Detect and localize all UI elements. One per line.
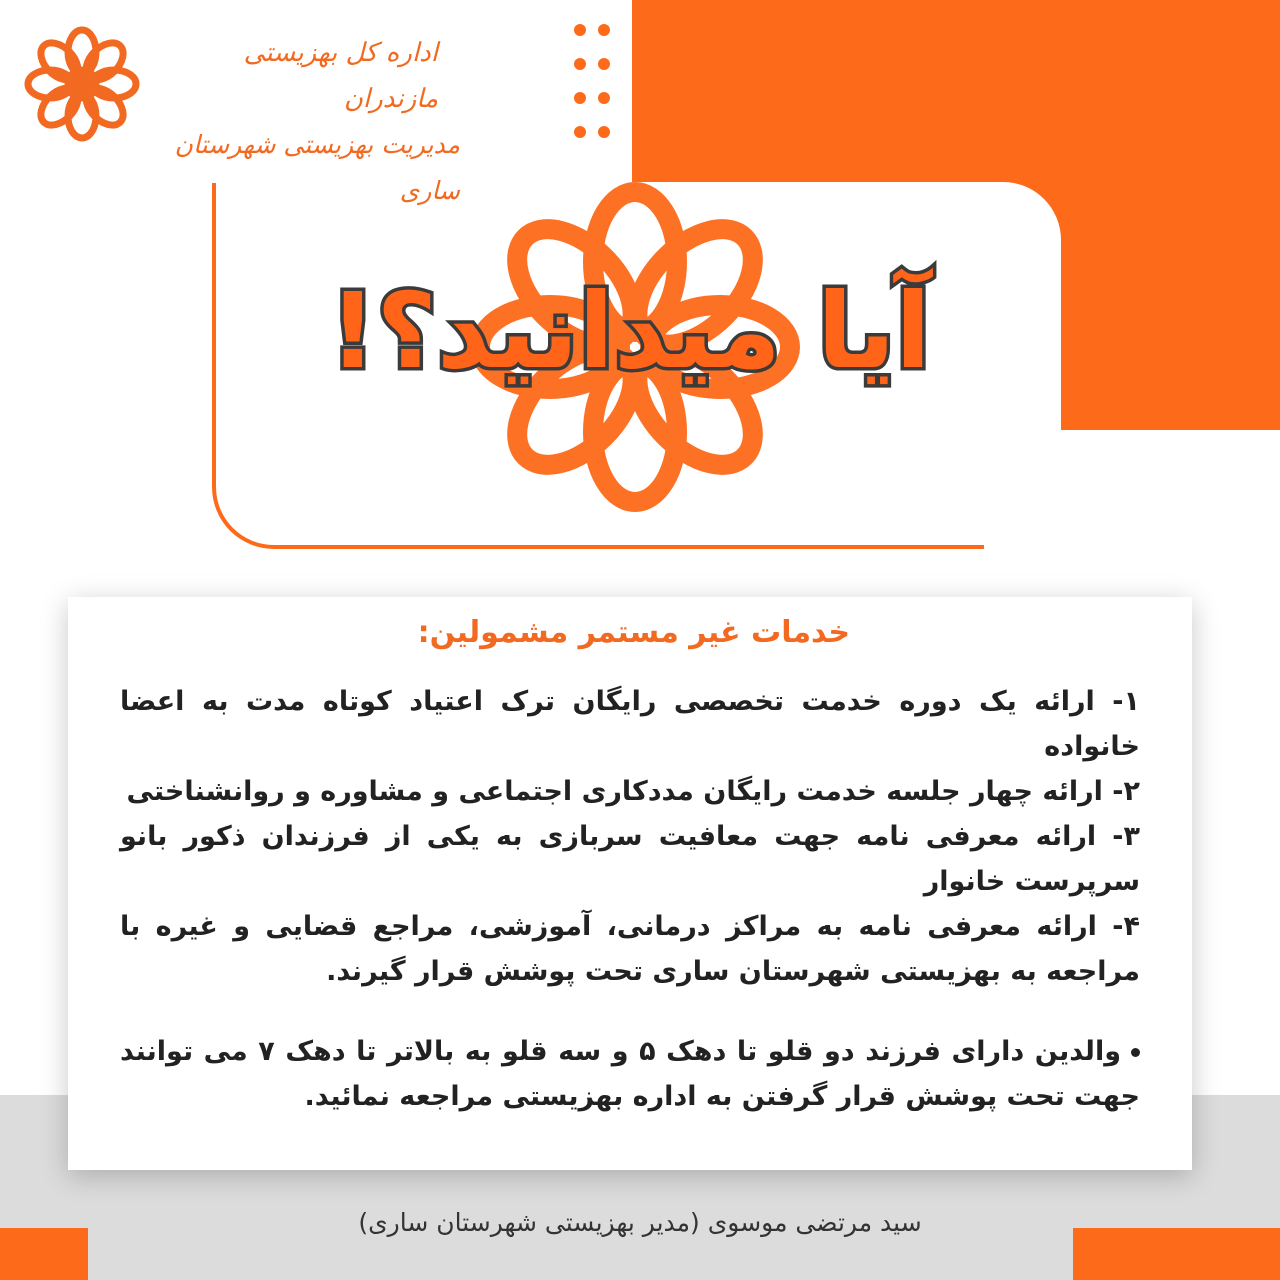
note-paragraph [120, 1029, 1140, 1119]
note-text: والدین دارای فرزند دو قلو تا دهک ۵ و سه قلو به بالاتر تا دهک ۷ می توانند جهت تحت پوشش قرار گرفتن به اداره بهزیستی مراجعه نمائید. [120, 1036, 1140, 1112]
bullet-icon [1131, 1048, 1140, 1057]
orange-corner-left [0, 1228, 88, 1280]
orange-corner-right [1073, 1228, 1280, 1280]
list-item: ۳- ارائه معرفی نامه جهت معافیت سربازی به یکی از فرزندان ذکور بانو سرپرست خانوار [120, 821, 1140, 897]
list-item: ۴- ارائه معرفی نامه به مراکز درمانی، آموزشی، مراجع قضایی و غیره با مراجعه به بهزیستی شهرستان ساری تحت پوشش قرار گیرند. [120, 911, 1140, 987]
org-name-line1: اداره کل بهزیستی مازندران [243, 38, 438, 114]
decorative-dots [566, 22, 618, 138]
content-card [68, 597, 1192, 1170]
signature: سید مرتضی موسوی (مدیر بهزیستی شهرستان ساری) [358, 1208, 922, 1237]
headline-title: آیا میدانید؟! [329, 270, 931, 392]
list-item: ۲- ارائه چهار جلسه خدمت رایگان مددکاری اجتماعی و مشاوره و روانشناختی [126, 776, 1140, 807]
services-list [120, 679, 1140, 994]
list-item: ۱- ارائه یک دوره خدمت تخصصی رایگان ترک اعتیاد کوتاه مدت به اعضا خانواده [120, 686, 1140, 762]
card-title: خدمات غیر مستمر مشمولین: [417, 615, 850, 650]
organization-name [150, 30, 460, 214]
org-name-line2: مدیریت بهزیستی شهرستان ساری [174, 130, 460, 205]
behzisti-logo [24, 26, 140, 142]
